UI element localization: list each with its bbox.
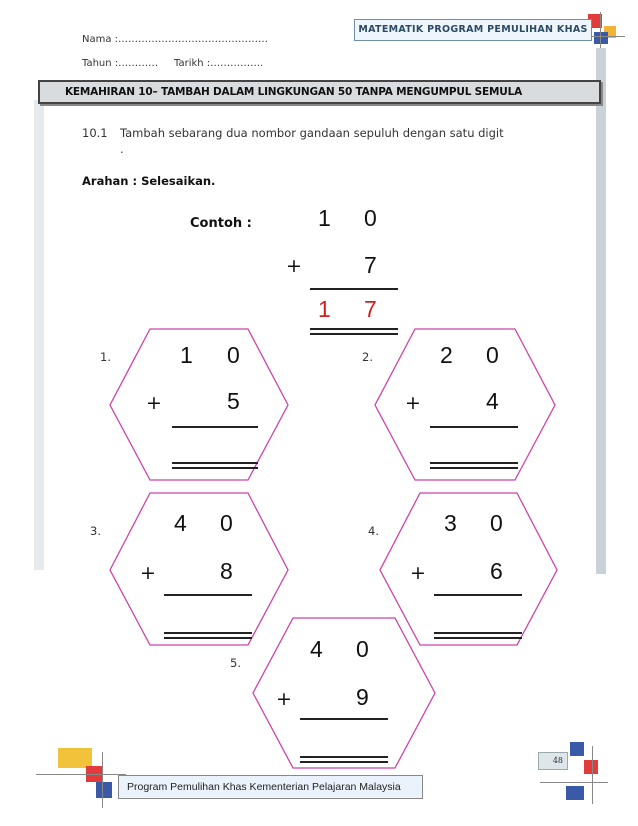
- question-3-addend: 8: [220, 558, 233, 584]
- objective-text: Tambah sebarang dua nombor gandaan sepuluh dengan satu digit: [120, 126, 504, 140]
- question-4-operator: +: [410, 562, 426, 584]
- question-5-operator: +: [276, 688, 292, 710]
- question-5-ones: 0: [356, 636, 369, 662]
- question-4-number: 4.: [368, 524, 379, 538]
- hexagon-1: [110, 329, 288, 480]
- question-5-tens: 4: [310, 636, 323, 662]
- question-3-tens: 4: [174, 510, 187, 536]
- question-3-operator: +: [140, 562, 156, 584]
- nama-field: Nama :………………………………………: [82, 34, 269, 45]
- question-2-operator: +: [405, 392, 421, 414]
- objective-number: 10.1: [82, 126, 108, 140]
- example-label: Contoh :: [190, 216, 252, 231]
- question-5-double-line-1: [300, 756, 388, 758]
- instruction: Arahan : Selesaikan.: [82, 174, 216, 188]
- example-top-tens: 1: [318, 205, 331, 231]
- question-4-double-line-2: [434, 637, 522, 639]
- tarikh-field: Tarikh :…………….: [174, 58, 264, 69]
- question-5-sum-line: [300, 718, 388, 720]
- question-1-addend: 5: [227, 388, 240, 414]
- example-top-ones: 0: [364, 205, 377, 231]
- question-5-double-line-2: [300, 761, 388, 763]
- hexagon-2: [375, 329, 555, 480]
- question-2-ones: 0: [486, 342, 499, 368]
- hexagon-4: [380, 493, 557, 645]
- question-4-sum-line: [434, 594, 522, 596]
- objective-trailing: .: [120, 142, 124, 156]
- question-1-double-line-2: [172, 467, 258, 469]
- question-1-double-line-1: [172, 462, 258, 464]
- question-1-ones: 0: [227, 342, 240, 368]
- example-answer-ones: 7: [364, 296, 377, 322]
- example-answer-tens: 1: [318, 296, 331, 322]
- decor-bottom-left: [36, 748, 126, 810]
- question-3-double-line-2: [164, 637, 252, 639]
- footer-text: Program Pemulihan Khas Kementerian Pelajaran Malaysia: [118, 775, 423, 799]
- question-2-tens: 2: [440, 342, 453, 368]
- question-3-double-line-1: [164, 632, 252, 634]
- question-4-addend: 6: [490, 558, 503, 584]
- page-title: KEMAHIRAN 10– TAMBAH DALAM LINGKUNGAN 50 TANPA MENGUMPUL SEMULA: [38, 80, 601, 104]
- program-label: MATEMATIK PROGRAM PEMULIHAN KHAS: [354, 19, 592, 41]
- question-2-double-line-1: [430, 462, 518, 464]
- question-1-number: 1.: [100, 350, 111, 364]
- question-3-number: 3.: [90, 524, 101, 538]
- hexagon-3: [110, 493, 288, 645]
- question-2-addend: 4: [486, 388, 499, 414]
- question-5-addend: 9: [356, 684, 369, 710]
- page-number: 48: [538, 752, 568, 770]
- example-operator: +: [286, 255, 302, 277]
- example-bottom: 7: [364, 252, 377, 278]
- question-5-number: 5.: [230, 656, 241, 670]
- question-1-sum-line: [172, 426, 258, 428]
- question-2-number: 2.: [362, 350, 373, 364]
- question-4-double-line-1: [434, 632, 522, 634]
- question-2-double-line-2: [430, 467, 518, 469]
- question-4-ones: 0: [490, 510, 503, 536]
- question-4-tens: 3: [444, 510, 457, 536]
- question-3-ones: 0: [220, 510, 233, 536]
- question-2-sum-line: [430, 426, 518, 428]
- question-1-tens: 1: [180, 342, 193, 368]
- question-3-sum-line: [164, 594, 252, 596]
- tahun-field: Tahun :…………: [82, 58, 159, 69]
- question-1-operator: +: [146, 392, 162, 414]
